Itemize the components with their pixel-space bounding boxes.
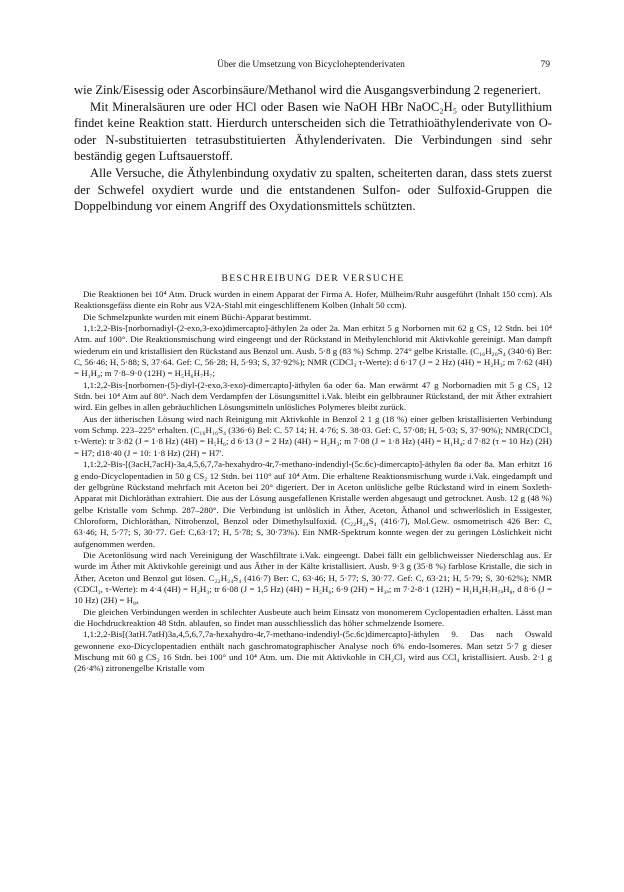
section-heading: BESCHREIBUNG DER VERSUCHE (221, 273, 405, 284)
experimental-paragraph: Aus der ätherischen Lösung wird nach Reinigung mit Aktivkohle in Benzol 2 1 g (18 %) einer gelben kristallisierten Verbindung vom Schmp. 223–225° erhalten. (C₁₆H₁₆S₄ (336·6) Bel: C. 57 14; H. 4·76; S. 38·03. Gef: C, 57·08; H, 5·03; S, 37·90%); NMR(CDCl₃ τ-Werte): tr 3·82 (J = 1·8 Hz) (4H) = H₅H₆; d 6·13 (J = 2 Hz) (4H) = H₂H₃; m 7·08 (J = 1·8 Hz) (4H) = H₁H₄; d 7·82 (τ = 10 Hz) (2H) = H7; d18·40 (J = 10: 1·8 Hz) (2H) = H7'. (74, 413, 552, 458)
running-header (72, 60, 550, 74)
intro-text (74, 82, 552, 215)
intro-paragraph: wie Zink/Eisessig oder Ascorbinsäure/Methanol wird die Ausgangsverbindung 2 regeneriert. (74, 83, 541, 97)
experimental-paragraph: Die Reaktionen bei 10⁴ Atm. Druck wurden in einem Apparat der Firma A. Hofer, Mülheim/Ruhr ausgeführt (Inhalt 150 ccm). Als Reaktionsgefäss diente ein Rohr aus V2A-Stahl mit eingeschliffenem Kolben (Inhalt 50 ccm). (74, 289, 552, 311)
experimental-paragraph: 1,1:2,2-Bis-[norbornen-(5)-diyl-(2-exo,3-exo)-dimercapto]-äthylen 6a oder 6a. Man erwärmt 47 g Norbornadien mit 5 g CS₂ 12 Stdn. bei 10⁴ Atm auf 80°. Nach dem Verdampfen der Lösungsmittel i.Vak. bleibt ein gelbbrauner Rückstand, der mit Äther extrahiert wird. Ein gelbes in allen gebräuchlichen Lösungsmitteln unlösliches Polymeres bleibt zurück. (74, 379, 552, 413)
intro-paragraph: Mit Mineralsäuren ure oder HCl oder Basen wie NaOH HBr NaOC₂H₅ oder Butyllithium findet keine Reaktion statt. Hierdurch unterscheiden sich die Tetrathioäthylenderivate von O- oder N-substituierten tetrasubstituierten Äthylenderivaten. Die Verbindungen sind sehr beständig gegen Luftsauerstoff. (74, 99, 552, 164)
intro-paragraph: Alle Versuche, die Äthylenbindung oxydativ zu spalten, scheiterten daran, dass stets zuerst der Schwefel oxydiert wurde und die entstandenen Sulfon- oder Sulfoxid-Gruppen die Doppelbindung vor einem Angriff des Oxydationsmittels schützten. (74, 165, 552, 214)
experimental-paragraph: 1,1:2,2-Bis-[(3acH,7acH)-3a,4,5,6,7,7a-hexahydro-4r,7-methano-indendiyl-(5c.6c)-dimercapto]-äthylen 8a oder 8a. Man erhitzt 16 g endo-Dicyclopentadien in 50 g CS₂ 12 Stdn. bei 110° auf 10⁴ Atm. Die erhaltene Reaktionsmischung wurde i.Vak. eingedampft und der gelbgrüne Rückstand mehrfach mit Aceton bei 20° digeriert. Der in Aceton unlösliche gelbe Rückstand wird in einem Soxleth-Apparat mit Dichloräthan extrahiert. Die aus der Lösung ausgefallenen Kristalle werden abgesaugt und getrocknet. Ausb. 12 g (48 %) gelbe Kristalle vom Schmp. 287–280°. Die Verbindung ist unlöslich in Äther, Aceton, Äthanol und schwerlöslich in Essigester, Chloroform, Dichloräthan, Nitrobenzol, Benzol oder Dimethylsulfoxid. (C₂₂H₂₄S₄ (416·7), Mol.Gew. osmometrisch 426 Ber: C, 63·46; H, 5·77; S, 30·77. Gef: C,63·17; H, 5·78; S, 30·73%). Ein NMR-Spektrum konnte wegen der zu geringen Löslichkeit nicht aufgenommen werden. (74, 459, 552, 549)
experimental-paragraph: 1,1:2,2-Bis[(3atH.7atH)3a,4,5,6,7,7a-hexahydro-4r,7-methano-indendiyl-(5c.6c)dimercapto]-äthylen 9. Das nach Oswald gewonnene exo-Dicyclopentadien enthält nach gaschromatographischer Analyse noch 6% endo-Isomeres. Man setzt 5·7 g dieser Mischung mit 60 g CS₂ 16 Stdn. bei 100° und 10⁴ Atm. um. Die mit Aktivkohle in CH₂Cl₂ wird aus CCl₄ kristallisiert. Ausb. 2·1 g (26·4%) zitronengelbe Kristalle vom (74, 629, 552, 674)
experimental-paragraph: 1,1:2,2-Bis-[norbornadiyl-(2-exo,3-exo)dimercapto]-äthylen 2a oder 2a. Man erhitzt 5 g Norbornen mit 62 g CS₂ 12 Stdn. bei 10⁴ Atm. auf 100°. Die Reaktionsmischung wird eingeengt und der Rückstand in Methylenchlorid mit Aktivkohle gereinigt. Man dampft wiederum ein und kristallisiert den Rückstand aus Benzol um. Ausb. 5·8 g (83 %) Schmp. 274° gelbe Kristalle. (C₁₆H₂₀S₄ (340·6) Ber: C, 56·46; H, 5·88; S, 37·64. Gef: C, 56·28; H, 5·93; S, 37·92%); NMR (CDCl₃ τ-Werte): d 6·17 (J = 2 Hz) (4H) = H₂H₃; m 7·62 (4H) = H₁H₄; m 7·8–9·0 (12H) = H₅H₆H₇H₇; (74, 323, 552, 379)
experimental-paragraph: Die Schmelzpunkte wurden mit einem Büchi-Apparat bestimmt. (83, 311, 312, 322)
header-title: Über die Umsetzung von Bicycloheptenderivaten (217, 60, 405, 70)
experimental-paragraph: Die gleichen Verbindungen werden in schlechter Ausbeute auch beim Einsatz von monomerem Cyclopentadien erhalten. Lässt man die Hochdruckreaktion 48 Stdn. ablaufen, so findet man ausschliesslich das höher schmelzende Isomere. (74, 606, 552, 628)
page-number: 79 (540, 60, 550, 70)
experimental-section (74, 289, 552, 675)
experimental-paragraph: Die Acetonlösung wird nach Vereinigung der Waschfiltrate i.Vak. eingeengt. Dabei fällt ein gelblichweisser Niederschlag aus. Er wurde im Äther mit Aktivkohle gereinigt und aus Äther in der Kälte kristallisiert. Ausb. 9·3 g (35·8 %) farblose Kristalle, die sich in Äther, Aceton und Benzol gut lösen. C₂₂H₂₄S₄ (416·7) Ber: C, 63·46; H, 5·77; S, 30·77. Gef: C, 63·21; H, 5·79; S, 30·62%); NMR (CDCl₃, τ-Werte): m 4·4 (4H) = H₂H₃; tr 6·08 (J = 1,5 Hz) (4H) = H₅H₆; 6·9 (2H) = H₃ₐ; m 7·2-8·1 (12H) = H₁H₄H₇H₇ₐH₈, d 8·6 (J = 10 Hz) (2H) = H₈ₐ (74, 549, 552, 606)
